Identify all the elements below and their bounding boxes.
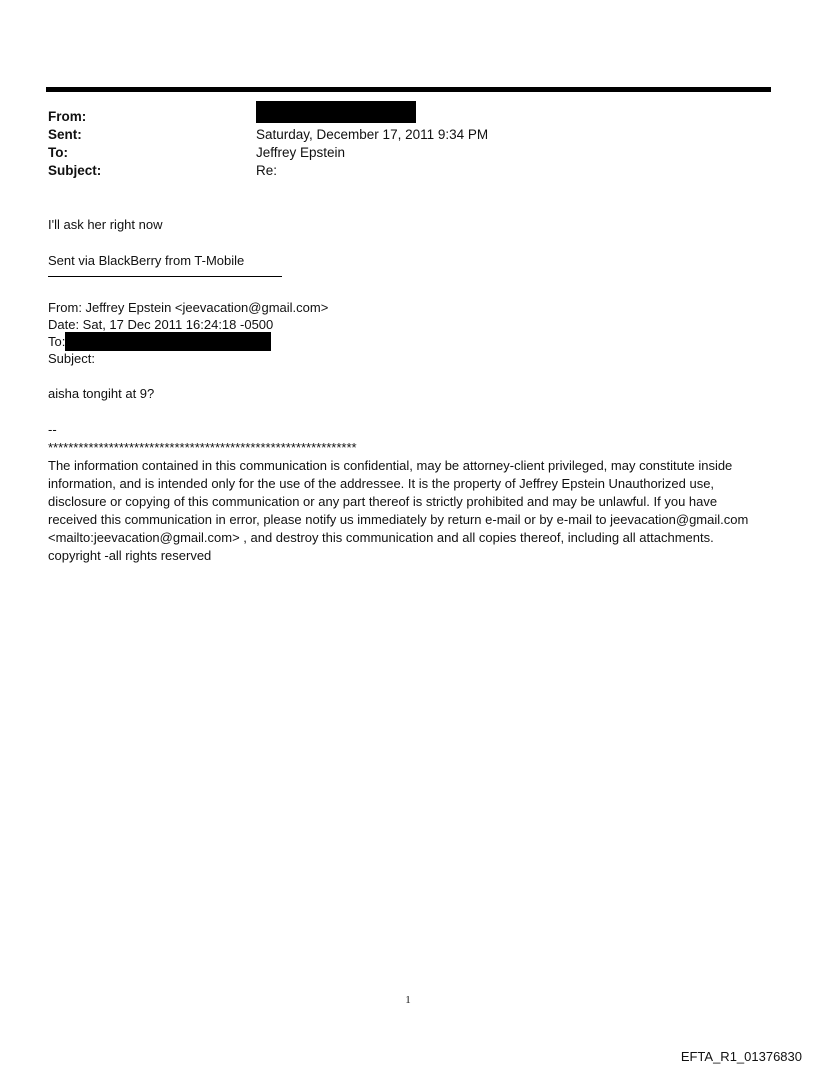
asterisk-separator: ************************************************************* [48,440,357,455]
spacer [48,403,768,421]
quoted-to-line [48,333,768,350]
quoted-to-label: To: [48,333,66,349]
signature-dashes: -- [48,422,57,437]
spacer [48,234,768,252]
confidentiality-disclaimer: The information contained in this communication is confidential, may be attorney-client privileged, may constitute inside information, and is intended only for the use of the addressee. It is the property of Jeffrey Epstein Unauthorized use, disclosure or copying of this communication or any part thereof is strictly prohibited and may be unlawful. If you have received this communication in error, please notify us immediately by return e-mail or by e-mail to jeevacation@gmail.com <mailto:jeevacation@gmail.com> , and destroy this communication and all copies thereof, including all attachments. copyright -all rights reserved [48,458,749,563]
redaction-box [256,101,416,123]
quoted-date-line: Date: Sat, 17 Dec 2011 16:24:18 -0500 [48,316,274,332]
spacer [48,367,768,385]
document-id: EFTA_R1_01376830 [680,1049,802,1064]
sent-row [48,126,748,144]
subject-row [48,162,748,180]
email-body [48,216,768,565]
quoted-from-line: From: Jeffrey Epstein <jeevacation@gmail.com> [48,299,329,315]
quoted-subject-line: Subject: [48,350,95,366]
email-header [48,108,748,180]
reply-text: I'll ask her right now [48,217,163,232]
to-value: Jeffrey Epstein [256,145,346,160]
signature: Sent via BlackBerry from T-Mobile [48,253,245,268]
redaction-box [65,332,271,351]
subject-value: Re: [256,163,278,178]
page-number: 1 [405,994,411,1006]
quote-divider [48,276,282,277]
to-row [48,144,748,162]
sent-value: Saturday, December 17, 2011 9:34 PM [256,127,489,142]
to-label: To: [48,145,68,160]
quoted-message: aisha tongiht at 9? [48,386,155,401]
from-value [256,108,748,126]
subject-label: Subject: [48,163,102,178]
from-label: From: [48,109,87,124]
header-divider [46,87,771,92]
from-row [48,108,748,126]
sent-label: Sent: [48,127,82,142]
